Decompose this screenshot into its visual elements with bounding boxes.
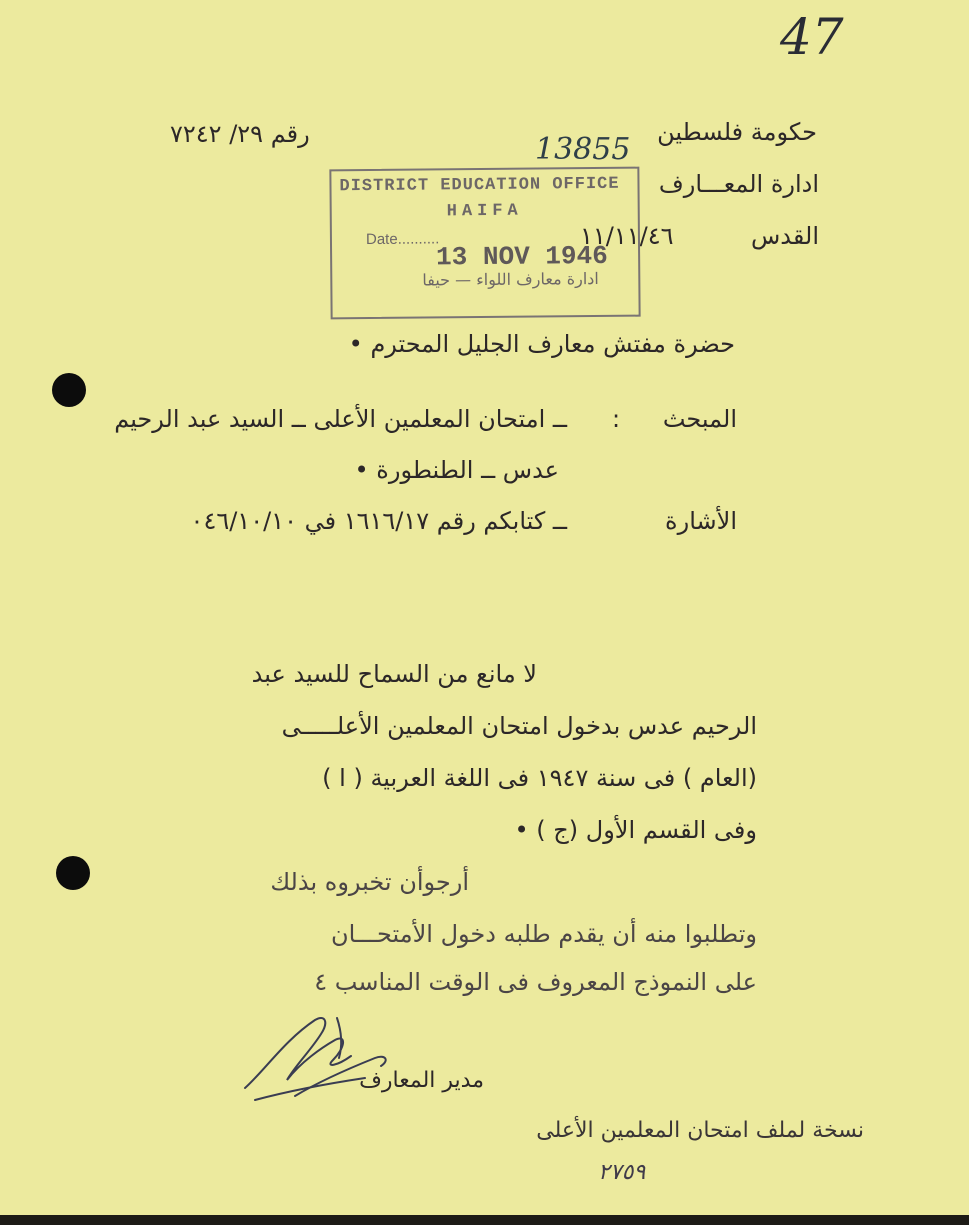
signature-title: مدير المعارف: [359, 1068, 484, 1093]
body-line: أرجوأن تخبروه بذلك: [270, 868, 469, 896]
letterhead-place: القدس: [750, 222, 819, 250]
letterhead-government: حكومة فلسطين: [657, 118, 817, 146]
stamp-date: 13 NOV 1946: [435, 240, 608, 273]
punch-hole: [52, 373, 86, 407]
reference-number: رقم ٢٩/ ٧٢٤٢: [170, 120, 310, 148]
stamp-arabic-line: ادارة معارف اللواء — حيفا: [422, 269, 599, 290]
subject-label: المبحث: [662, 405, 737, 433]
body-line: الرحيم عدس بدخول امتحان المعلمين الأعلـــــى: [281, 712, 757, 740]
stamp-city: HAIFA: [446, 201, 523, 222]
copy-note: نسخة لملف امتحان المعلمين الأعلى: [536, 1118, 864, 1143]
body-line: (العام ) فى سنة ١٩٤٧ فى اللغة العربية ( ا ): [322, 764, 757, 792]
body-line: على النموذج المعروف فى الوقت المناسب ٤: [314, 968, 757, 996]
addressee: حضرة مفتش معارف الجليل المحترم •: [348, 330, 735, 358]
subject-colon: :: [612, 405, 621, 433]
reference-text: ــ كتابكم رقم ١٦١٦/١٧ في ٠٤٦/١٠/١٠: [190, 507, 567, 535]
letterhead-date: ١١/١١/٤٦: [580, 222, 674, 250]
stamp-office-name: DISTRICT EDUCATION OFFICE: [339, 174, 620, 197]
letterhead-department: ادارة المعـــارف: [658, 170, 819, 198]
subject-line-1: ــ امتحان المعلمين الأعلى ــ السيد عبد الرحيم: [114, 405, 567, 433]
body-line: وفى القسم الأول (ج ) •: [514, 816, 757, 844]
received-number: 13855: [535, 132, 631, 167]
body-line: وتطلبوا منه أن يقدم طلبه دخول الأمتحـــان: [330, 920, 757, 948]
punch-hole: [56, 856, 90, 890]
signature: [225, 1000, 415, 1110]
file-number: ٢٧٥٩: [598, 1160, 646, 1185]
stamp-date-label: Date..........: [365, 230, 440, 249]
body-line: لا مانع من السماح للسيد عبد: [251, 660, 537, 688]
district-education-office-stamp: [329, 167, 640, 320]
reference-label: الأشارة: [665, 507, 737, 535]
folio-number: 47: [780, 8, 844, 66]
subject-line-2: عدس ــ الطنطورة •: [354, 456, 559, 484]
